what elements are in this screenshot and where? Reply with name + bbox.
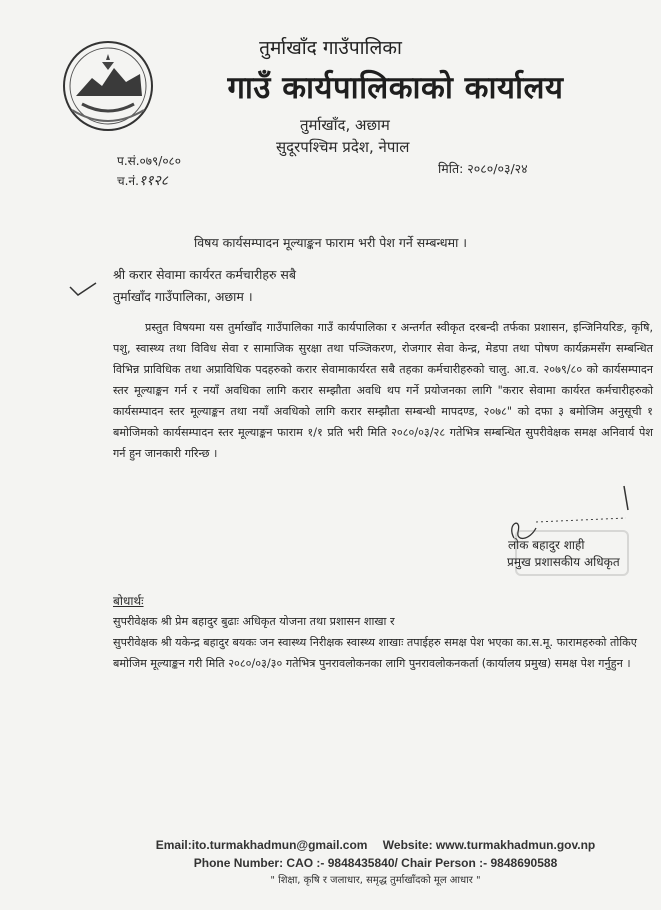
dispatch-number — [117, 171, 181, 191]
cc-block — [113, 611, 653, 674]
signatory-name: लोक बहादुर शाही — [508, 538, 585, 552]
office-name: गाउँ कार्यपालिकाको कार्यालय — [227, 70, 564, 106]
recipient-block — [113, 264, 296, 308]
letter-number: प.सं.०७९/०८० — [117, 154, 182, 168]
body-paragraph: प्रस्तुत विषयमा यस तुर्माखाँद गाउँपालिका गाउँ कार्यपालिका र अन्तर्गत स्वीकृत दरबन्दी तर्फका प्रशासन, इन्जिनियरिङ, कृषि, पशु, स्वास्थ्य तथा विविध सेवा र सामाजिक सुरक्षा तथा पञ्जिकरण, रोजगार सेवा केन्द्र, मेडपा तथा पोषण कार्यक्रमसँग सम्बन्धित विभिन्न प्राविधिक तथा अप्राविधिक पदहरुको करार सेवामाकार्यरत सबै तहका कर्मचारीहरुको चालु. आ.व. २०७९/८० को कार्यसम्पादन स्तर मूल्याङ्कन गर्न र नयाँ अवधिका लागि करार सम्झौता अवधि थप गर्ने प्रयोजनका लागि "करार सेवामा कार्यरत कर्मचारीहरुको कार्यसम्पादन स्तर मूल्याङ्कन तथा नयाँ अवधिको लागि करार सम्झौता सम्बन्धी मापदण्ड, २०७८" को दफा ३ बमोजिम अनुसूची १ बमोजिमको कार्यसम्पादन स्तर मूल्याङ्कन फाराम १/१ प्रति भरी मिति २०८०/०३/२८ गतेभित्र सम्बन्धित सुपरीवेक्षक समक्ष अनिवार्य पेश गर्न हुन जानकारी गरिन्छ । — [113, 321, 653, 460]
reference-block — [117, 151, 181, 191]
dispatch-number-label: च.नं. — [117, 174, 139, 188]
footer-phone: Phone Number: CAO :- 9848435840/ Chair Person :- 9848690588 — [193, 856, 558, 870]
dispatch-number-value: ११२८ — [138, 173, 169, 189]
subject-line: विषय कार्यसम्पादन मूल्याङ्कन फाराम भरी पेश गर्ने सम्बन्धमा । — [193, 235, 468, 250]
footer-email: Email:ito.turmakhadmun@gmail.com — [155, 838, 368, 852]
address-line-2: सुदूरपश्चिम प्रदेश, नेपाल — [276, 138, 410, 156]
check-mark-icon — [68, 281, 98, 297]
recipient-line-1: श्री करार सेवामा कार्यरत कर्मचारीहरु सबै — [113, 267, 296, 282]
letter-date: मिति: २०८०/०३/२४ — [438, 161, 528, 176]
cc-line-1: सुपरीवेक्षक श्री प्रेम बहादुर बुढाः अधिकृत योजना तथा प्रशासन शाखा र — [113, 615, 395, 628]
footer-motto: " शिक्षा, कृषि र जलाधार, समृद्ध तुर्माखाँदको मूल आधार " — [270, 875, 481, 886]
footer-website: Website: www.turmakhadmun.gov.np — [382, 838, 596, 852]
footer-contact — [90, 838, 661, 852]
address-line-1: तुर्माखाँद, अछाम — [300, 116, 390, 134]
signatory-title: प्रमुख प्रशासकीय अधिकृत — [507, 555, 620, 569]
cc-heading: बोधार्थः — [113, 594, 144, 608]
cc-line-2: सुपरीवेक्षक श्री यकेन्द्र बहादुर बयकः जन स्वास्थ्य निरीक्षक स्वास्थ्य शाखाः तपाईहरु समक्ष पेश भएका का.स.मू. फारामहरुको तोकिए बमोजिम मूल्याङ्कन गरी मिति २०८०/०३/३० गतेभित्र पुनरावलोकनका लागि पुनरावलोकनकर्ता (कार्यालय प्रमुख) समक्ष पेश गर्नुहुन । — [113, 636, 637, 670]
municipality-name: तुर्माखाँद गाउँपालिका — [259, 37, 402, 59]
recipient-line-2: तुर्माखाँद गाउँपालिका, अछाम । — [113, 289, 253, 304]
